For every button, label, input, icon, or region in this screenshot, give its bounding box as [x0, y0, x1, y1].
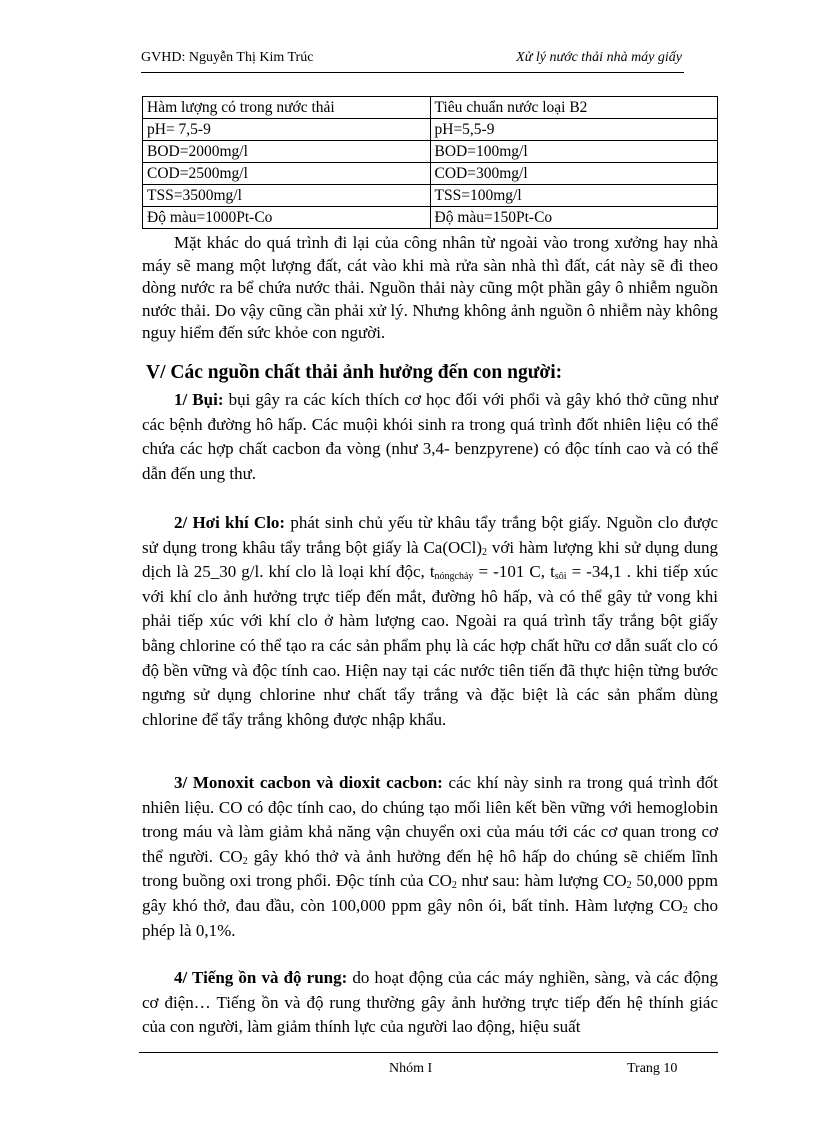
item-text: bụi gây ra các kích thích cơ học đối với phổi và gây khó thở cũng như các bệnh đường hô hấp. Các muội khói sinh ra trong quá trình đốt nhiên liệu có thể chứa các hợp chất cacbon đa vòng (như 3,4- benzpyrene) có độc tính cao và có thể dẫn đến ung thư. — [142, 390, 718, 483]
table-cell: TSS=3500mg/l — [143, 185, 431, 207]
table-header-row — [143, 97, 718, 119]
footer-page-number: Trang 10 — [627, 1061, 678, 1076]
section-title: V/ Các nguồn chất thải ảnh hưởng đến con người: — [146, 362, 563, 383]
item-chlorine: 2/ Hơi khí Clo: phát sinh chủ yếu từ khâu tẩy trắng bột giấy. Nguồn clo được sử dụng trong khâu tẩy trắng bột giấy là $Ca(OCl)_2$ với hàm lượng khi sử dụng dung dịch là 25_30 g/l. khí clo là loại khí độc, $t_{nóngchảy} = -101$ C, $t_{sôi} = -34,1$ . khi tiếp xúc với khí clo ảnh hưởng trực tiếp đến mắt, đường hô hấp, và có thể gây tử vong khi phải tiếp xúc với khí clo ở hàm lượng cao. Ngoài ra quá trình tẩy trắng bột giấy bằng chlorine có thể tạo ra các sản phẩm phụ là các hợp chất hữu cơ dẫn suất clo có độ bền vững và độc tính cao. Hiện nay tại các nước tiên tiến đã thực hiện từng bước ngưng sử dụng chlorine như chất tẩy trắng và đặc biệt là các sản phẩm dùng chlorine để tẩy trắng không được nhập khẩu. — [142, 513, 718, 729]
item-title: 2/ Hơi khí Clo: — [174, 513, 286, 532]
table-row — [143, 141, 718, 163]
footer-group: Nhóm I — [389, 1061, 433, 1076]
table-cell: TSS=100mg/l — [430, 185, 718, 207]
table-cell: COD=300mg/l — [430, 163, 718, 185]
item-title: 1/ Bụi: — [174, 390, 224, 409]
table-cell: pH=5,5-9 — [430, 119, 718, 141]
table-cell: BOD=100mg/l — [430, 141, 718, 163]
table-row — [143, 185, 718, 207]
table-row — [143, 163, 718, 185]
item-title: 4/ Tiếng ồn và độ rung: — [174, 968, 348, 987]
item-title: 3/ Monoxit cacbon và dioxit cacbon: — [174, 773, 443, 792]
table-cell: Độ màu=150Pt-Co — [430, 207, 718, 229]
item-dust — [142, 388, 718, 486]
header-document-title: Xử lý nước thải nhà máy giấy — [516, 50, 682, 65]
table-cell: pH= 7,5-9 — [143, 119, 431, 141]
table-header-cell: Tiêu chuẩn nước loại B2 — [430, 97, 718, 119]
item-carbon-oxides: 3/ Monoxit cacbon và dioxit cacbon: các khí này sinh ra trong quá trình đốt nhiên liệu. CO có độc tính cao, do chúng tạo mối liên kết bền vững với hemoglobin trong máu và làm giảm khả năng vận chuyển oxi của máu tới các cơ quan trong cơ thể người. $CO_2$ gây khó thở và ảnh hưởng đến hệ hô hấp do chúng sẽ chiếm lĩnh trong buồng oxi trong phổi. Độc tính của $CO_2$ như sau: hàm lượng $CO_2$ 50,000 ppm gây khó thở, đau đầu, còn 100,000 ppm gây nôn ói, bất tỉnh. Hàm lượng $CO_2$ cho phép là 0,1%. — [142, 773, 718, 940]
table-cell: Độ màu=1000Pt-Co — [143, 207, 431, 229]
table-cell: COD=2500mg/l — [143, 163, 431, 185]
page-footer — [139, 1052, 718, 1076]
header-advisor: GVHD: Nguyễn Thị Kim Trúc — [141, 50, 314, 65]
intro-paragraph: Mặt khác do quá trình đi lại của công nhân từ ngoài vào trong xưởng hay nhà máy sẽ mang một lượng đất, cát vào khi mà rửa sàn nhà thì đất, cát này sẽ đi theo dòng nước ra bể chứa nước thải. Nguồn thải này cũng một phần gây ô nhiễm nguồn nước thải. Do vậy cũng cần phải xử lý. Nhưng không ảnh nguồn ô nhiễm này không nguy hiểm đến sức khỏe con người. — [142, 233, 718, 342]
page-header — [141, 48, 684, 73]
item-text: do hoạt động của các máy nghiền, sàng, và các động cơ điện… Tiếng ồn và độ rung thường gây ảnh hưởng trực tiếp đến hệ thính giác của con người, làm giảm thính lực của người lao động, hiệu suất — [142, 968, 718, 1037]
table-row — [143, 207, 718, 229]
table-header-cell: Hàm lượng có trong nước thải — [143, 97, 431, 119]
item-noise-vibration — [142, 966, 718, 1040]
wastewater-standards-table — [142, 96, 718, 229]
table-cell: BOD=2000mg/l — [143, 141, 431, 163]
table-row — [143, 119, 718, 141]
